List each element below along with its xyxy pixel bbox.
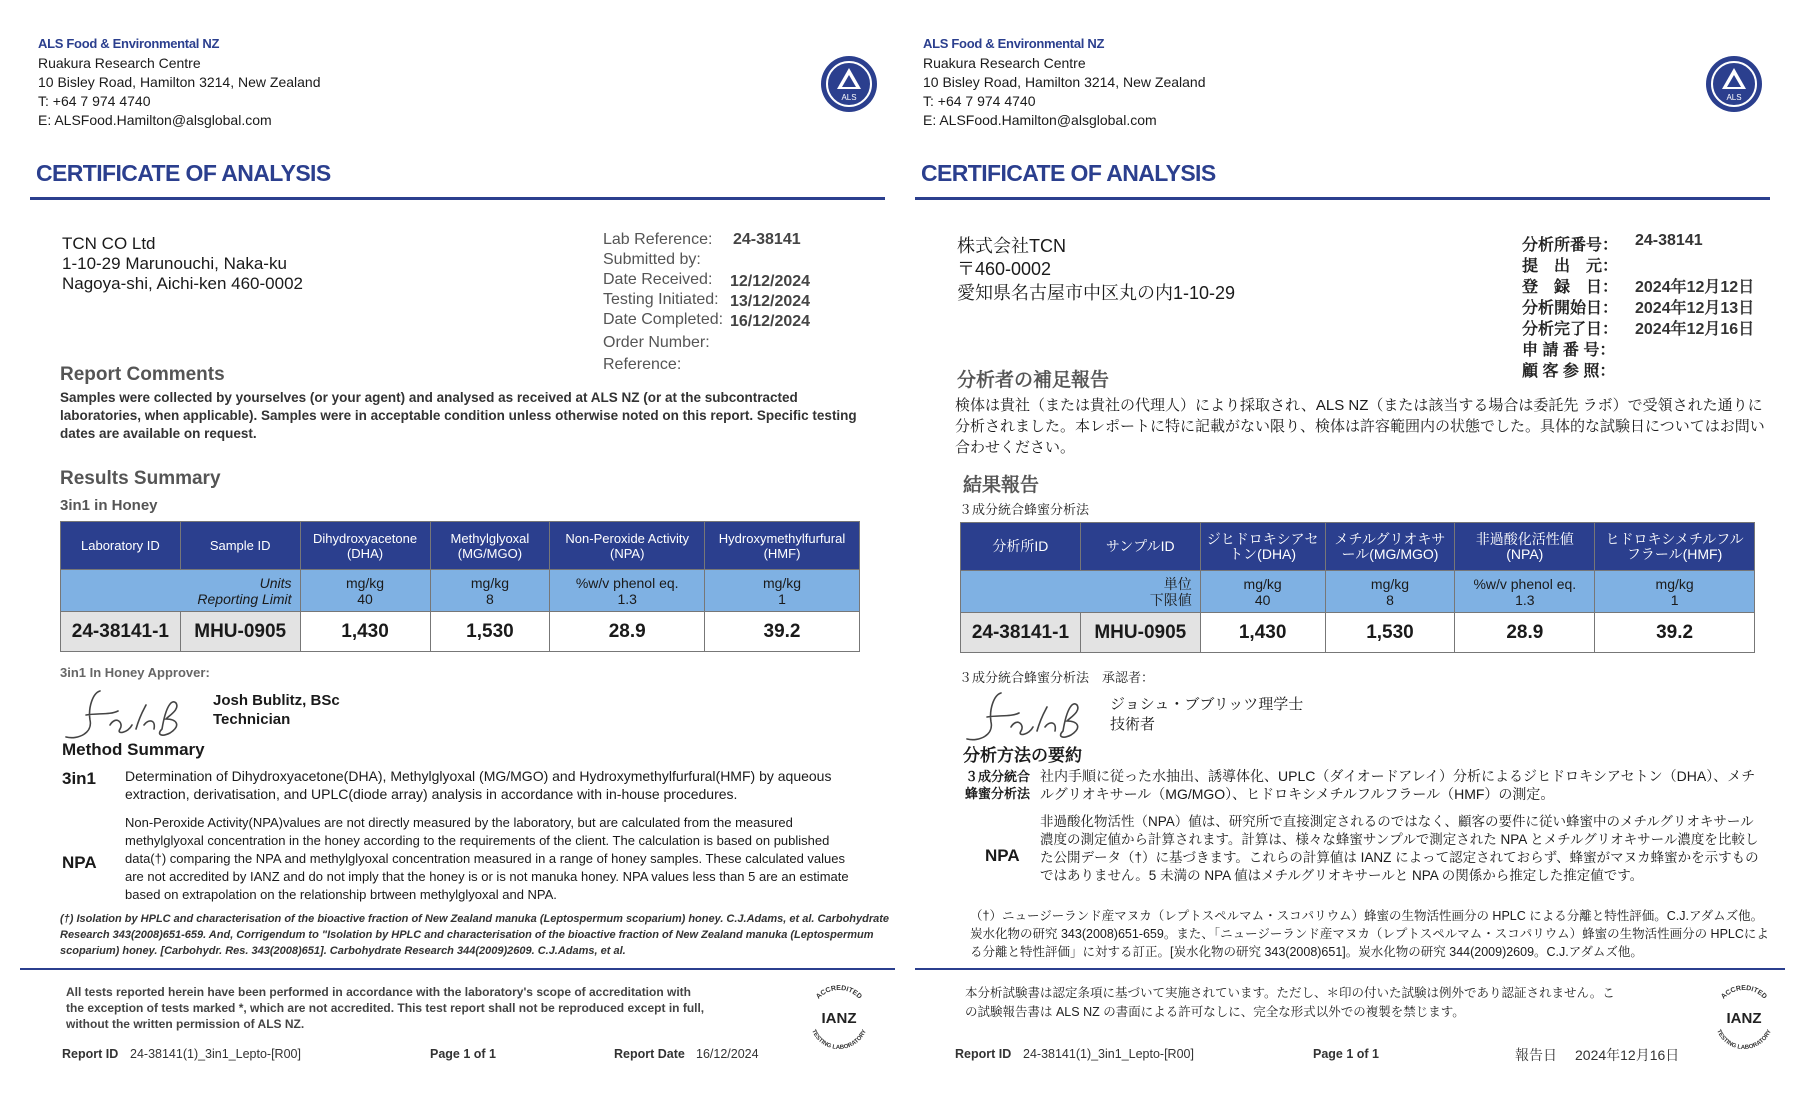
als-logo-icon	[1705, 55, 1763, 113]
ianz-bottom-text: TESTING LABORATORY	[1715, 1028, 1773, 1052]
units-label: Units	[259, 574, 292, 591]
npa-cell: 28.9	[1455, 613, 1595, 653]
logo-text: ALS	[841, 93, 857, 102]
address-line: Ruakura Research Centre	[38, 55, 201, 71]
report-date-label: Report Date	[614, 1047, 685, 1061]
limit-value: 1.3	[617, 590, 637, 607]
units-row	[961, 571, 1755, 613]
table-row	[61, 612, 860, 652]
mgo-cell: 1,530	[1325, 613, 1455, 653]
submitted-by-label: 提 出 元：	[1522, 258, 1619, 275]
approver-name: ジョシュ・ブブリッツ理学士	[1110, 696, 1304, 713]
reference-label: Reference:	[603, 356, 682, 373]
mgo-cell: 1,530	[430, 612, 550, 652]
svg-text:ACCREDITED	[1720, 985, 1768, 1001]
ianz-accredited-icon	[1705, 978, 1783, 1056]
approver-label: 3in1 In Honey Approver:	[60, 665, 210, 680]
limit-value: 40	[1254, 591, 1271, 608]
units-row	[61, 570, 860, 612]
unit-cell	[1455, 571, 1595, 613]
table-header-row	[61, 522, 860, 570]
certificate-title: CERTIFICATE OF ANALYSIS	[921, 160, 1216, 186]
method-npa-text: 非過酸化物活性（NPA）値は、研究所で直接測定されるのではなく、顧客の要件に従い蜂蜜中のメチルグリオキサール濃度の測定値から計算されます。計算は、様々な蜂蜜サンプルで測定された NPA とメチルグリオキサール濃度を比較した公開データ（†）に基づきます。これらの計算値は IANZ によって認定されておらず、蜂蜜がマヌカ蜂蜜かを示すものではありません。5 未満の NPA 値はメチルグリオキサールと NPA の関係から推定した推定値です。	[1040, 814, 1759, 883]
limit-value: 40	[357, 590, 373, 607]
order-number-label: 申 請 番 号：	[1522, 342, 1616, 359]
certificate-english	[30, 0, 920, 1096]
method-npa-text: Non-Peroxide Activity(NPA)values are not directly measured by the laboratory, but are calculated from the measured methylglyoxal concentration in the honey according to the requirements of the client. The calculation is based on published data(†) comparing the NPA and methylglyoxal concentration measured in a range of honey samples. These calculated values are not accredited by IANZ and do not imply that the honey is or is not manuka honey. NPA values less than 5 are an estimate based on extrapolation on the relationship brtween methylglyoxal and NPA.	[125, 815, 849, 902]
method-3in1-label: 3in1	[62, 769, 97, 788]
method-npa-label: NPA	[985, 846, 1020, 865]
results-heading: 結果報告	[963, 475, 1040, 496]
address-line: Ruakura Research Centre	[923, 55, 1086, 71]
order-number-label: Order Number:	[603, 334, 710, 351]
report-id-label: Report ID	[955, 1047, 1012, 1061]
footnote: （†）ニュージーランド産マヌカ（レプトスペルマム・スコパリウム）蜂蜜の生物活性画分の HPLC による分離と特性評価。C.J.アダムズ他。炭水化物の研究 343(2008)651-659。また、「ニュージーランド産マヌカ（レプトスペルマム・スコパリウム）蜂蜜の生物活性画分の HPLCによる分離と特性評価」に対する訂正。[炭水化物の研究 343(2008)651]。炭水化物の研究 344(2009)2609。C.J.アダムズ他。	[970, 909, 1769, 959]
footer-divider	[915, 968, 1785, 970]
limit-value: 1	[778, 590, 786, 607]
report-comments-text: Samples were collected by yourselves (or your agent) and analysed as received at ALS NZ (or at the subcontracted laboratories, when applicable). Samples were in acceptable condition unless otherwise noted on this report. Specific testing dates are available on request.	[60, 390, 857, 441]
method-3in1-text: Determination of Dihydroxyacetone(DHA), Methylglyoxal (MG/MGO) and Hydroxymethylfurfural(HMF) by aqueous extraction, derivatisation, and UPLC(diode array) analysis in accordance with in-house procedures.	[125, 768, 832, 802]
client-address: 愛知県名古屋市中区丸の内1-10-29	[957, 283, 1236, 303]
client-name: TCN CO Ltd	[62, 234, 156, 253]
unit-cell	[550, 570, 705, 612]
date-completed-label: Date Completed:	[603, 311, 724, 328]
results-heading: Results Summary	[60, 468, 221, 489]
column-header: 非過酸化活性値(NPA)	[1455, 523, 1595, 571]
email-line: E: ALSFood.Hamilton@alsglobal.com	[38, 112, 272, 128]
hmf-cell: 39.2	[705, 612, 860, 652]
column-header: Dihydroxyacetone (DHA)	[300, 522, 430, 570]
report-comments-heading: Report Comments	[60, 364, 225, 385]
date-completed-value: 16/12/2024	[730, 313, 811, 330]
approver-title: 技術者	[1110, 716, 1156, 733]
title-divider	[915, 197, 1770, 200]
accreditation-text: 本分析試験書は認定条項に基づいて実施されています。ただし、＊印の付いた試験は例外であり認証されません。この試験報告書は ALS NZ の書面による許可なしに、完全な形式以外での複製を禁じます。	[965, 986, 1615, 1019]
table-header-row	[961, 523, 1755, 571]
unit-cell	[1595, 571, 1755, 613]
als-logo-icon	[820, 55, 878, 113]
column-header: Sample ID	[180, 522, 300, 570]
report-id-value: 24-38141(1)_3in1_Lepto-[R00]	[1023, 1047, 1194, 1061]
method-summary-heading: 分析方法の要約	[963, 746, 1082, 765]
approver-title: Technician	[213, 711, 291, 728]
column-header: ジヒドロキシアセトン(DHA)	[1200, 523, 1325, 571]
method-summary-heading: Method Summary	[62, 740, 205, 759]
svg-text:TESTING LABORATORY	[810, 1029, 868, 1051]
limit-value: 1.3	[1515, 591, 1535, 608]
column-header: Hydroxymethylfurfural (HMF)	[705, 522, 860, 570]
unit-cell	[1200, 571, 1325, 613]
method-npa-label: NPA	[62, 853, 97, 872]
unit-cell	[1325, 571, 1455, 613]
accreditation-text: All tests reported herein have been performed in accordance with the laboratory's scope of accreditation with the exception of tests marked *, which are not accredited. This test report shall not be reproduced except in full, without the written permission of ALS NZ.	[66, 985, 705, 1031]
units-label: 単位	[1163, 575, 1192, 592]
unit-value: mg/kg	[345, 574, 385, 591]
footnote: (†) Isolation by HPLC and characterisation of the bioactive fraction of New Zealand manuka (Leptospermum scoparium) honey. C.J.Adams, et al. Carbohydrate Research 343(2008)651-659. And, Corrigendum to "Isolation by HPLC and characterisation of the bioactive fraction of New Zealand manuka (Leptospermum scoparium) honey. [Carbohydr. Res. 343(2008)651]. Carbohydrate Research 344(2009)2609. C.J.Adams, et al.	[60, 913, 890, 957]
npa-cell: 28.9	[550, 612, 705, 652]
results-table	[960, 522, 1755, 653]
signature-image	[58, 685, 193, 745]
results-table	[60, 521, 860, 652]
address-line: 10 Bisley Road, Hamilton 3214, New Zealand	[38, 74, 321, 90]
client-address: Nagoya-shi, Aichi-ken 460-0002	[62, 274, 303, 293]
report-comments-heading: 分析者の補足報告	[957, 370, 1110, 391]
lab-name: ALS Food & Environmental NZ	[38, 36, 220, 51]
certificate-japanese	[915, 0, 1800, 1096]
limit-value: 8	[486, 590, 494, 607]
date-received-label: Date Received:	[603, 271, 713, 288]
report-id-value: 24-38141(1)_3in1_Lepto-[R00]	[130, 1047, 301, 1061]
column-header: メチルグリオキサール(MG/MGO)	[1325, 523, 1455, 571]
phone-line: T: +64 7 974 4740	[38, 93, 151, 109]
unit-value: mg/kg	[1243, 575, 1282, 592]
report-id-label: Report ID	[62, 1047, 119, 1061]
column-header: Non-Peroxide Activity (NPA)	[550, 522, 705, 570]
unit-value: mg/kg	[1370, 575, 1410, 592]
ianz-accredited-icon	[800, 978, 878, 1056]
dha-cell: 1,430	[300, 612, 430, 652]
report-date-value: 16/12/2024	[696, 1047, 759, 1061]
results-subheading: 3in1 in Honey	[60, 497, 158, 514]
report-comments-text: 検体は貴社（または貴社の代理人）により採取され、ALS NZ（または該当する場合は委託先 ラボ）で受領された通りに分析されました。本レポートに特に記載がない限り、検体は許容範囲内の状態でした。具体的な試験日についてはお問い合わせください。	[955, 397, 1765, 456]
footer-divider	[20, 968, 895, 970]
reference-label: 顧 客 参 照：	[1522, 363, 1616, 380]
unit-cell	[430, 570, 550, 612]
column-header: 分析所ID	[961, 523, 1081, 571]
testing-initiated-label: 分析開始日：	[1522, 300, 1619, 317]
limit-value: 1	[1670, 591, 1679, 608]
unit-value: mg/kg	[762, 574, 802, 591]
client-address: 1-10-29 Marunouchi, Naka-ku	[62, 254, 287, 273]
report-date-label: 報告日	[1515, 1047, 1557, 1063]
unit-value: mg/kg	[470, 574, 509, 591]
testing-initiated-label: Testing Initiated:	[603, 291, 719, 308]
column-header: Methylglyoxal (MG/MGO)	[430, 522, 550, 570]
email-line: E: ALSFood.Hamilton@alsglobal.com	[923, 112, 1157, 128]
title-divider	[30, 197, 885, 200]
lab-reference-label: 分析所番号：	[1522, 237, 1619, 254]
date-completed-value: 2024年12月16日	[1635, 321, 1755, 338]
unit-value: %w/v phenol eq.	[575, 574, 679, 591]
testing-initiated-value: 2024年12月13日	[1635, 300, 1755, 317]
sample-id-cell: MHU-0905	[1080, 613, 1200, 653]
unit-value: mg/kg	[1655, 575, 1694, 592]
submitted-by-label: Submitted by:	[603, 251, 701, 268]
ianz-top-text: ACCREDITED	[815, 984, 863, 1001]
limit-label: Reporting Limit	[197, 590, 292, 607]
approver-label: ３成分統合蜂蜜分析法 承認者：	[959, 670, 1155, 685]
column-header: ヒドロキシメチルフルフラール(HMF)	[1595, 523, 1755, 571]
page-number: Page 1 of 1	[430, 1047, 496, 1061]
svg-text:TESTING LABORATORY	[1715, 1029, 1773, 1051]
lab-reference-value: 24-38141	[733, 231, 801, 248]
dha-cell: 1,430	[1200, 613, 1325, 653]
phone-line: T: +64 7 974 4740	[923, 93, 1036, 109]
method-3in1-label: ３成分統合蜂蜜分析法	[965, 769, 1031, 801]
column-header: Laboratory ID	[61, 522, 181, 570]
ianz-bottom-text: TESTING LABORATORY	[810, 1028, 868, 1052]
limit-value: 8	[1386, 591, 1394, 608]
hmf-cell: 39.2	[1595, 613, 1755, 653]
approver-name: Josh Bublitz, BSc	[213, 692, 340, 709]
column-header: サンプルID	[1080, 523, 1200, 571]
date-received-value: 2024年12月12日	[1635, 279, 1755, 296]
page-number: Page 1 of 1	[1313, 1047, 1379, 1061]
units-label-cell	[61, 570, 301, 612]
date-completed-label: 分析完了日：	[1522, 321, 1619, 338]
ianz-text: IANZ	[1726, 1010, 1762, 1027]
lab-id-cell: 24-38141-1	[961, 613, 1081, 653]
table-row	[961, 613, 1755, 653]
units-label-cell	[961, 571, 1201, 613]
lab-reference-label: Lab Reference:	[603, 231, 713, 248]
date-received-label: 登 録 日：	[1522, 279, 1619, 296]
testing-initiated-value: 13/12/2024	[730, 293, 811, 310]
address-line: 10 Bisley Road, Hamilton 3214, New Zealand	[923, 74, 1206, 90]
report-date-value: 2024年12月16日	[1575, 1047, 1680, 1063]
method-3in1-text: 社内手順に従った水抽出、誘導体化、UPLC（ダイオードアレイ）分析によるジヒドロキシアセトン（DHA）、メチルグリオキサール（MG/MGO）、ヒドロキシメチルフルフラール（HMF）の測定。	[1040, 768, 1756, 802]
svg-text:ACCREDITED	[815, 985, 863, 1001]
certificate-title: CERTIFICATE OF ANALYSIS	[36, 160, 331, 186]
client-postcode: 〒460-0002	[957, 259, 1052, 279]
date-received-value: 12/12/2024	[730, 273, 811, 290]
lab-id-cell: 24-38141-1	[61, 612, 181, 652]
logo-text: ALS	[1726, 93, 1742, 102]
unit-cell	[705, 570, 860, 612]
lab-name: ALS Food & Environmental NZ	[923, 36, 1105, 51]
ianz-top-text: ACCREDITED	[1720, 984, 1768, 1001]
unit-cell	[300, 570, 430, 612]
client-name: 株式会社TCN	[957, 236, 1066, 256]
ianz-text: IANZ	[821, 1010, 857, 1027]
signature-image	[959, 687, 1094, 747]
lab-reference-value: 24-38141	[1635, 232, 1703, 249]
sample-id-cell: MHU-0905	[180, 612, 300, 652]
limit-label: 下限値	[1149, 591, 1192, 608]
results-subheading: ３成分統合蜂蜜分析法	[959, 502, 1090, 517]
unit-value: %w/v phenol eq.	[1473, 575, 1577, 592]
